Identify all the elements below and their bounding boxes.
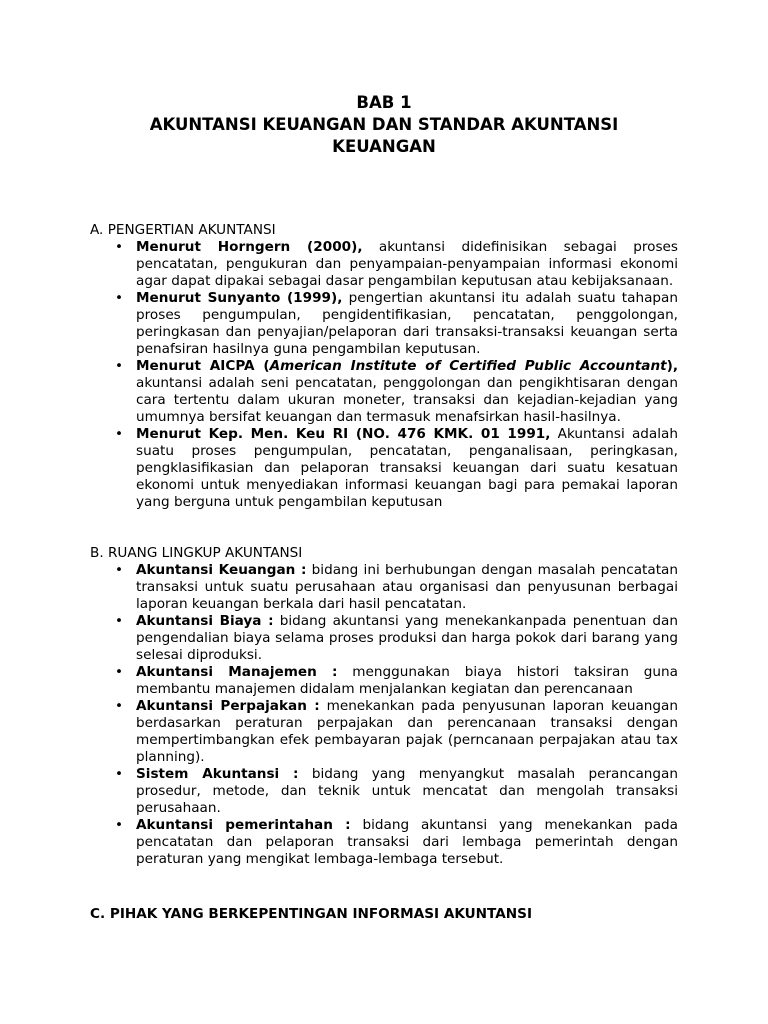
section-pengertian-akuntansi [90, 222, 678, 511]
list-item [90, 426, 678, 511]
bullet-icon: • [115, 426, 124, 442]
list-item [90, 698, 678, 766]
section-pihak-berkepentingan [90, 906, 678, 923]
item-label: Menurut Kep. Men. Keu RI (NO. 476 KMK. 01 1991, [136, 426, 551, 442]
item-label: Sistem Akuntansi : [136, 766, 299, 782]
list-item [90, 664, 678, 698]
section-heading: C. PIHAK YANG BERKEPENTINGAN INFORMASI AKUNTANSI [90, 906, 533, 922]
chapter-number: BAB 1 [356, 93, 412, 112]
item-label: Menurut AICPA ( [136, 358, 270, 374]
list-item [90, 239, 678, 290]
list-item [90, 613, 678, 664]
item-text: Akuntansi adalah suatu proses pengumpulan, pencatatan, penganalisaan, peringkasan, pengklasifikasian dan pelaporan transaksi keuangan dari suatu kesatuan ekonomi untuk menyediakan informasi keuangan bagi para pemakai laporan yang berguna untuk pengambilan keputusan [136, 426, 678, 510]
section-ruang-lingkup-akuntansi [90, 545, 678, 868]
list-item [90, 358, 678, 426]
bullet-icon: • [115, 766, 124, 782]
item-text: bidang yang menyangkut masalah perancangan prosedur, metode, dan teknik untuk mencatat dan mengolah transaksi perusahaan. [136, 766, 678, 816]
section-heading: B. RUANG LINGKUP AKUNTANSI [90, 545, 303, 561]
item-text: menekankan pada penyusunan laporan keuangan berdasarkan peraturan perpajakan dan perencanaan transaksi dengan mempertimbangkan efek pembayaran pajak (perncanaan perpajakan atau tax planning). [136, 698, 678, 765]
list-item [90, 766, 678, 817]
item-text: akuntansi didefinisikan sebagai proses pencatatan, pengukuran dan penyampaian-penyampaian informasi ekonomi agar dapat dipakai sebagai dasar pengambilan keputusan atau kebijaksanaan. [136, 239, 678, 289]
item-label: Akuntansi Perpajakan : [136, 698, 320, 714]
item-text: menggunakan biaya histori taksiran guna membantu manajemen didalam menjalankan kegiatan dan perencanaan [136, 664, 678, 697]
item-text: bidang akuntansi yang menekankanpada penentuan dan pengendalian biaya selama proses produksi dan harga pokok dari barang yang selesai diproduksi. [136, 613, 678, 663]
bullet-icon: • [115, 817, 124, 833]
item-label: Menurut Horngern (2000), [136, 239, 363, 255]
item-text: bidang akuntansi yang menekankan pada pencatatan dan pelaporan transaksi dari lembaga pemerintah dengan peraturan yang mengikat lembaga-lembaga tersebut. [136, 817, 678, 867]
chapter-title-line-2: KEUANGAN [332, 137, 436, 156]
item-label-end: ), [666, 358, 679, 374]
bullet-icon: • [115, 698, 124, 714]
definition-list [90, 239, 678, 511]
item-text: akuntansi adalah seni pencatatan, penggolongan dan pengikhtisaran dengan cara tertentu dalam ukuran moneter, transaksi dan kejadian-kejadian yang umumnya bersifat keuangan dan termasuk menafsirkan hasil-hasilnya. [136, 375, 678, 425]
bullet-icon: • [115, 664, 124, 680]
item-text: bidang ini berhubungan dengan masalah pencatatan transaksi untuk suatu perusahaan atau organisasi dan penyusunan berbagai laporan keuangan berkala dari hasil pencatatan. [136, 562, 678, 612]
chapter-title [0, 92, 768, 158]
item-label: Menurut Sunyanto (1999), [136, 290, 343, 306]
list-item [90, 562, 678, 613]
item-label: Akuntansi pemerintahan : [136, 817, 351, 833]
bullet-icon: • [115, 358, 124, 374]
list-item [90, 817, 678, 868]
bullet-icon: • [115, 613, 124, 629]
item-label: Akuntansi Manajemen : [136, 664, 338, 680]
list-item [90, 290, 678, 358]
bullet-icon: • [115, 562, 124, 578]
bullet-icon: • [115, 290, 124, 306]
scope-list [90, 562, 678, 868]
item-label: Akuntansi Keuangan : [136, 562, 307, 578]
item-text: pengertian akuntansi itu adalah suatu tahapan proses pengumpulan, pengidentifikasian, pencatatan, penggolongan, peringkasan dan penyajian/pelaporan dari transaksi-transaksi keuangan serta penafsiran hasilnya guna pengambilan keputusan. [136, 290, 678, 357]
section-heading: A. PENGERTIAN AKUNTANSI [90, 222, 276, 238]
item-label-italic: American Institute of Certified Public Accountant [269, 358, 667, 374]
chapter-title-line-1: AKUNTANSI KEUANGAN DAN STANDAR AKUNTANSI [149, 115, 619, 134]
item-label: Akuntansi Biaya : [136, 613, 274, 629]
bullet-icon: • [115, 239, 124, 255]
